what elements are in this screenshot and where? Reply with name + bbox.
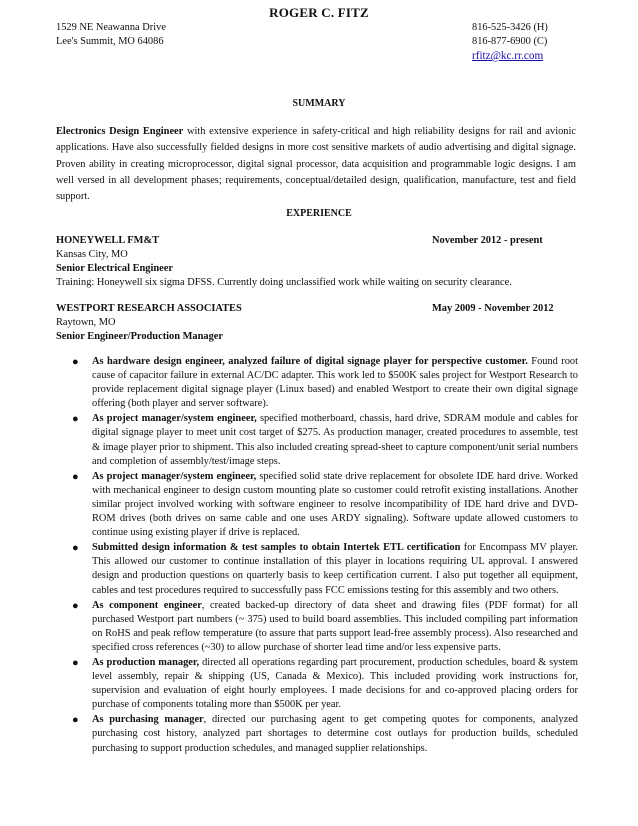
bullet-icon: ● — [72, 470, 79, 483]
experience-heading: EXPERIENCE — [286, 208, 352, 219]
job-title: Senior Engineer/Production Manager — [56, 331, 224, 342]
summary-heading: SUMMARY — [292, 98, 346, 109]
address-line-2: Lee's Summit, MO 64086 — [56, 36, 164, 47]
phone-home: 816-525-3426 (H) — [472, 22, 548, 33]
job-header — [56, 234, 576, 248]
company-name: WESTPORT RESEARCH ASSOCIATES — [56, 303, 242, 314]
list-item: ● Submitted design information & test samples to obtain Intertek ETL certification for Encompass MV player. This allowed our customer to continue installation of this player in locations requiring UL approval. I answered design and production questions on quarterly basis to keep certification current. I also put together all equipment, cables and test procedures required to successfully pass FCC emissions testing for this assembly and two others. — [72, 542, 578, 596]
job-dates: May 2009 - November 2012 — [432, 303, 554, 314]
job-title: Senior Electrical Engineer — [56, 263, 173, 274]
list-item: ● As purchasing manager, directed our purchasing agent to get competing quotes for components, analyzed purchasing cost history, analyzed part shortages to determine cost outlays for production builds, scheduled purchasing to support production schedules, and managed supplier relationships. — [72, 714, 578, 754]
bullet-icon: ● — [72, 714, 79, 727]
company-name: HONEYWELL FM&T — [56, 235, 160, 246]
job-header — [56, 302, 576, 316]
summary-lead: Electronics Design Engineer — [56, 126, 184, 137]
bullet-icon: ● — [72, 413, 79, 426]
job-note: Training: Honeywell six sigma DFSS. Currently doing unclassified work while waiting on security clearance. — [56, 277, 512, 288]
phone-cell: 816-877-6900 (C) — [472, 36, 548, 47]
summary-text: with extensive experience in safety-critical and high reliability designs for rail and avionic applications. Have also successfully fielded designs in more cost sensitive markets of audio advertising and digital signage. Proven ability in creating microprocessor, digital signal processor, data acquisition and programmable logic designs. I am well versed in all development phases; requirements, conceptual/detailed design, qualification, manufacture, test and field support. — [56, 126, 576, 203]
accomplishment-list — [56, 355, 578, 757]
summary-paragraph — [56, 124, 576, 205]
list-item: ● As project manager/system engineer, specified motherboard, chassis, hard drive, SDRAM module and cables for digital signage player to meet unit cost target of $275. As production manager, created procedures to assemble, test & image player prior to shipment. This also included creating spread-sheet to capture component/unit serial numbers and completion of assembly/test/image steps. — [72, 413, 578, 467]
bullet-icon: ● — [72, 356, 79, 368]
job-location: Raytown, MO — [56, 317, 116, 328]
address-line-1: 1529 NE Neawanna Drive — [56, 22, 166, 33]
bullet-icon: ● — [72, 599, 79, 612]
bullet-icon: ● — [72, 542, 79, 555]
candidate-name: ROGER C. FITZ — [269, 5, 369, 20]
job-dates: November 2012 - present — [432, 235, 543, 246]
list-item: ● As hardware design engineer, analyzed failure of digital signage player for perspective customer. Found root cause of capacitor failure in external AC/DC adapter. This work led to $500K sales project for Westport Research to provide replacement digital signage player (Linux based) and enabled Westport to create their own digital signage offering (both player and server software). — [72, 356, 578, 410]
list-item: ● As production manager, directed all operations regarding part procurement, production schedules, board & system level assembly, repair & shipping (US, Canada & Mexico). This included providing work instructions for, supervision and evaluation of eight hourly employees. I made decisions for and co-approved placing orders for purchase of components totaling more than $500K per year. — [72, 656, 578, 711]
bullet-icon: ● — [72, 656, 79, 669]
list-item: ● As project manager/system engineer, specified solid state drive replacement for obsolete IDE hard drive. Worked with mechanical engineer to design custom mounting plate so customer could retrofit existing installations. Another similar project involved working with software engineer to resolve incompatibility of IDE hard drive and DVD-ROM drives (both drives on same cable and one uses ARDY signaling). Software update allowed customers to continue using existing player if drive is replaced. — [72, 470, 578, 539]
list-item: ● As component engineer, created backed-up directory of data sheet and drawing files (PDF format) for all purchased Westport part numbers (~ 375) used to build board assemblies. This included compiling part information on RoHS and peak reflow temperature (to assure that parts support lead-free assembly process). Also researched and specified cross references (~30) to allow purchase of shorter lead time and/or less expensive parts. — [72, 599, 578, 653]
job-location: Kansas City, MO — [56, 249, 128, 260]
email-link[interactable]: rfitz@kc.rr.com — [472, 50, 544, 62]
